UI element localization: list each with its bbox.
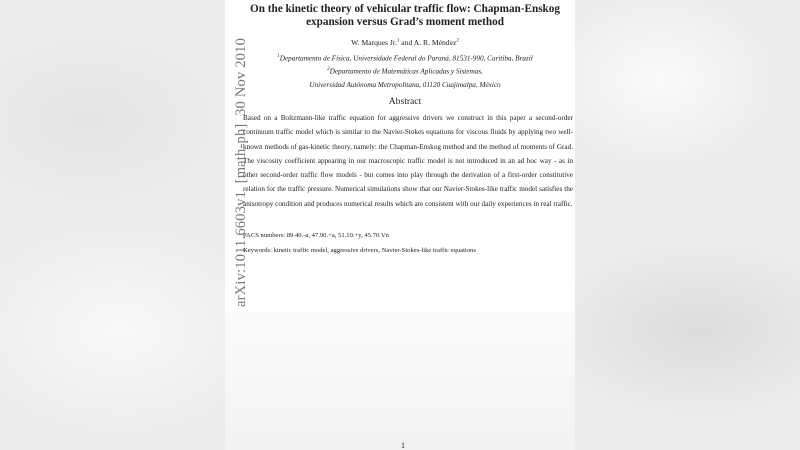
- author-2: A. R. Méndez: [413, 38, 457, 47]
- affiliation-2-line-1: [225, 67, 585, 75]
- aff-1-sup: 1: [277, 54, 280, 59]
- affiliation-2-line-2: Universidad Autónoma Metropolitana, 01120 Cuajimalpa, México: [309, 81, 501, 89]
- keywords: Keywords: kinetic traffic model, aggressive drivers, Navier-Stokes-like traffic equations: [243, 247, 476, 254]
- page-lower-area: [225, 312, 575, 450]
- title-line-1: On the kinetic theory of vehicular traffic flow: Chapman-Enskog: [250, 3, 560, 15]
- arxiv-stamp: arXiv:1011.6603v1 [math-ph] 30 Nov 2010: [233, 37, 249, 307]
- aff-2-text: Departamento de Matemáticas Aplicadas y Sistemas,: [329, 67, 483, 76]
- authors: [225, 38, 585, 47]
- pacs-numbers: PACS numbers: 89.40.-a, 47.90.+a, 51.10.+y, 45.70.Vn: [243, 232, 389, 239]
- author-2-sup: 2: [456, 38, 459, 44]
- author-1: W. Marques Jr.: [351, 38, 397, 47]
- page-number: 1: [401, 441, 405, 450]
- aff-2-sup: 2: [327, 67, 330, 72]
- abstract-text: Based on a Boltzmann-like traffic equation for aggressive drivers we construct in this paper a second-order continuum traffic model which is similar to the Navier-Stokes equations for viscous fluids by applying two well-known methods of gas-kinetic theory, namely: the Chapman-Enskog method and the method of moments of Grad. The viscosity coefficient appearing in our macroscopic traffic model is not introduced in an ad hoc way - as in other second-order traffic flow models - but comes into play through the derivation of a first-order constitutive relation for the traffic pressure. Numerical simulations show that our Navier-Stokes-like traffic model satisfies the anisotropy condition and produces numerical results which are consistent with our daily experiences in real traffic.: [243, 114, 573, 208]
- paper-page: [225, 0, 575, 312]
- abstract-heading: Abstract: [388, 96, 422, 107]
- aff-1-text: Departamento de Física, Universidade Federal do Paraná, 81531-990, Curitiba, Brazil: [279, 54, 533, 63]
- and-text: and: [399, 38, 414, 47]
- affiliation-1: [225, 54, 585, 62]
- title-line-2: expansion versus Grad’s moment method: [306, 16, 504, 28]
- author-1-sup: 1: [396, 38, 400, 44]
